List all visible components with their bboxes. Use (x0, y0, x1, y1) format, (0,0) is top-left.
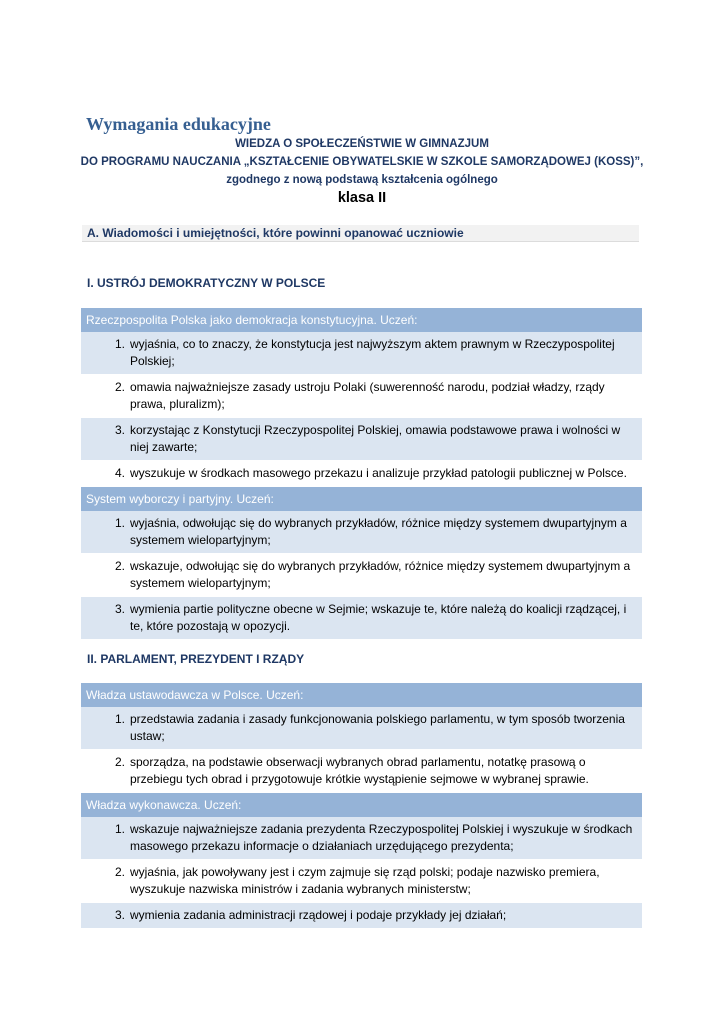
item-number: 2. (114, 865, 125, 879)
item-number: 2. (114, 380, 125, 394)
document-title: Wymagania edukacyjne (86, 114, 271, 134)
item-text: omawia najważniejsze zasady ustroju Polaki (suwerenność narodu, podział władzy, rządy prawa, pluralizm); (130, 380, 605, 411)
item-text: przedstawia zadania i zasady funkcjonowania polskiego parlamentu, w tym sposób tworzenia ustaw; (130, 712, 625, 743)
subtitle-basis: zgodnego z nową podstawą kształcenia ogólnego (226, 174, 498, 186)
item-number: 2. (114, 755, 125, 769)
table-row (81, 332, 642, 375)
item-text: wskazuje, odwołując się do wybranych przykładów, różnice między systemem dwupartyjnym a systemem wielopartyjnym; (130, 559, 631, 590)
item-text: wymienia zadania administracji rządowej i podaje przykłady jej działań; (130, 908, 507, 922)
table-row (81, 554, 642, 597)
table-row (81, 903, 642, 929)
table-row (81, 511, 642, 554)
table-row (81, 418, 642, 461)
requirements-table-constitution (81, 308, 642, 640)
item-number: 2. (114, 559, 125, 573)
table-header: Władza ustawodawcza w Polsce. Uczeń: (81, 683, 642, 707)
subtitle-subject: WIEDZA O SPOŁECZEŃSTWIE W GIMNAZJUM (235, 138, 489, 150)
part-2-heading: II. PARLAMENT, PREZYDENT I RZĄDY (87, 652, 305, 666)
part-1-heading: I. USTRÓJ DEMOKRATYCZNY W POLSCE (87, 276, 326, 290)
requirements-table-government (81, 683, 642, 929)
subtitle-program: DO PROGRAMU NAUCZANIA „KSZTAŁCENIE OBYWATELSKIE W SZKOLE SAMORZĄDOWEJ (KOSS)”, (80, 156, 644, 168)
class-label: klasa II (337, 190, 387, 206)
table-header: Rzeczpospolita Polska jako demokracja konstytucyjna. Uczeń: (81, 308, 642, 332)
item-text: wyszukuje w środkach masowego przekazu i analizuje przykład patologii publicznej w Polsce. (130, 466, 627, 480)
table-row (81, 461, 642, 487)
item-number: 1. (114, 712, 125, 726)
item-text: wskazuje najważniejsze zadania prezydenta Rzeczypospolitej Polskiej i wyszukuje w środkach masowego przekazu informacje o działaniach urzędującego prezydenta; (130, 822, 633, 853)
table-row (81, 860, 642, 903)
item-number: 1. (114, 516, 125, 530)
item-number: 3. (114, 908, 125, 922)
table-header: Władza wykonawcza. Uczeń: (81, 793, 642, 817)
table-row (81, 817, 642, 860)
item-text: wyjaśnia, co to znaczy, że konstytucja jest najwyższym aktem prawnym w Rzeczypospolitej Polskiej; (130, 337, 615, 368)
item-number: 1. (114, 337, 125, 351)
item-text: wyjaśnia, odwołując się do wybranych przykładów, różnice między systemem dwupartyjnym a systemem wielopartyjnym; (130, 516, 627, 547)
item-number: 4. (114, 466, 125, 480)
item-number: 3. (114, 602, 125, 616)
item-text: wyjaśnia, jak powoływany jest i czym zajmuje się rząd polski; podaje nazwisko premiera, wyszukuje nazwiska ministrów i zadania wybranych ministerstw; (130, 865, 600, 896)
section-a-heading: A. Wiadomości i umiejętności, które powinni opanować uczniowie (82, 225, 639, 242)
table-row (81, 750, 642, 793)
item-text: wymienia partie polityczne obecne w Sejmie; wskazuje te, które należą do koalicji rządzącej, i te, które pozostają w opozycji. (130, 602, 627, 633)
item-number: 3. (114, 423, 125, 437)
item-text: sporządza, na podstawie obserwacji wybranych obrad parlamentu, notatkę prasową o przebiegu tych obrad i przygotowuje krótkie wystąpienie sejmowe w wybranej sprawie. (130, 755, 589, 786)
item-number: 1. (114, 822, 125, 836)
table-row (81, 707, 642, 750)
item-text: korzystając z Konstytucji Rzeczypospolitej Polskiej, omawia podstawowe prawa i wolności w niej zawarte; (130, 423, 621, 454)
table-header: System wyborczy i partyjny. Uczeń: (81, 487, 642, 511)
table-row (81, 597, 642, 640)
table-row (81, 375, 642, 418)
